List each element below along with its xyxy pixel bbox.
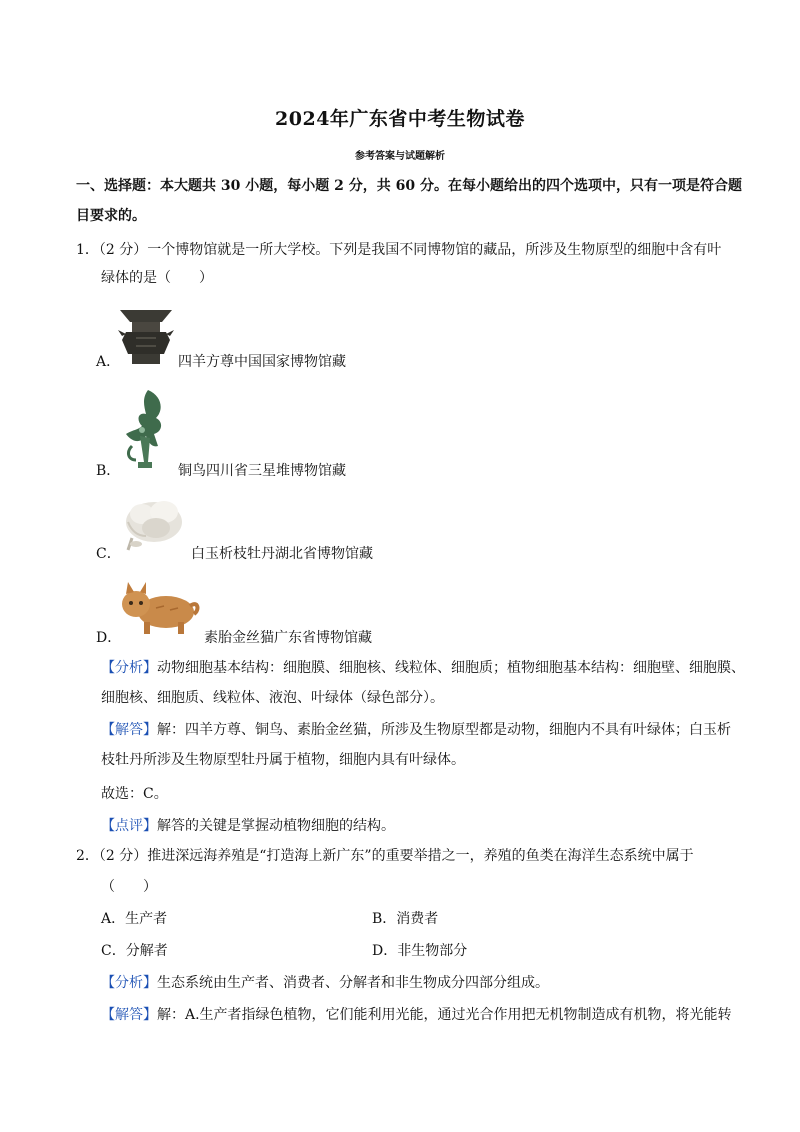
q1-option-b-letter: B． [96, 463, 121, 479]
jade-peony-image [118, 492, 188, 554]
q2-answer-tag: 【解答】 [101, 1007, 157, 1023]
q1-answer-line2: 枝牡丹所涉及生物原型牡丹属于植物，细胞内具有叶绿体。 [101, 752, 465, 768]
q1-stem-line1: 1．（2 分）一个博物馆就是一所大学校。下列是我国不同博物馆的藏品，所涉及生物原型的细胞中含有叶 [76, 242, 722, 258]
q1-option-a-letter: A． [96, 354, 121, 370]
q2-option-b: B．消费者 [372, 911, 439, 927]
q1-option-c-letter: C． [96, 546, 121, 562]
answer-tag: 【解答】 [101, 722, 157, 738]
bronze-bird-image [118, 386, 174, 472]
q2-option-a: A．生产者 [101, 911, 168, 927]
analysis-tag: 【分析】 [101, 660, 157, 676]
bronze-vessel-image [118, 306, 174, 366]
q1-stem-line2: 绿体的是（ ） [101, 270, 213, 286]
q1-option-a-caption: 四羊方尊中国国家博物馆藏 [178, 354, 346, 370]
q1-answer-text: 解：四羊方尊、铜鸟、素胎金丝猫，所涉及生物原型都是动物，细胞内不具有叶绿体；白玉析 [157, 722, 731, 738]
q1-answer-line1 [101, 719, 731, 741]
section-heading-line1: 一、选择题：本大题共 30 小题，每小题 2 分，共 60 分。在每小题给出的四个选项中，只有一项是符合题 [76, 178, 742, 194]
q1-analysis-line2: 细胞核、细胞质、线粒体、液泡、叶绿体（绿色部分）。 [101, 690, 444, 706]
q2-stem-line1: 2．（2 分）推进深远海养殖是“打造海上新广东”的重要举措之一，养殖的鱼类在海洋生态系统中属于 [76, 848, 694, 864]
q2-option-c: C．分解者 [101, 943, 168, 959]
q2-answer-line1 [101, 1004, 731, 1026]
q1-option-c-caption: 白玉析枝牡丹湖北省博物馆藏 [191, 546, 373, 562]
page-subtitle: 参考答案与试题解析 [355, 151, 445, 162]
q1-option-b-caption: 铜鸟四川省三星堆博物馆藏 [178, 463, 346, 479]
q1-analysis-line1 [101, 657, 745, 679]
q2-answer-text: 解：A.生产者指绿色植物，它们能利用光能，通过光合作用把无机物制造成有机物，将光能转 [157, 1007, 732, 1023]
q1-comment-line [101, 815, 731, 837]
q1-option-d-letter: D． [96, 630, 122, 646]
q2-analysis-tag: 【分析】 [101, 975, 157, 991]
q2-analysis-line [101, 972, 731, 994]
q2-option-d: D．非生物部分 [372, 943, 468, 959]
porcelain-cat-image [118, 580, 202, 638]
q2-analysis-text: 生态系统由生产者、消费者、分解者和非生物成分四部分组成。 [157, 975, 549, 991]
page-title: 2024年广东省中考生物试卷 [275, 108, 525, 130]
q1-option-d-caption: 素胎金丝猫广东省博物馆藏 [204, 630, 372, 646]
q2-stem-line2: （ ） [101, 879, 157, 895]
q1-analysis-text: 动物细胞基本结构：细胞膜、细胞核、线粒体、细胞质；植物细胞基本结构：细胞壁、细胞膜、 [157, 660, 745, 676]
q1-comment-text: 解答的关键是掌握动植物细胞的结构。 [157, 818, 395, 834]
q1-choice: 故选：C。 [101, 786, 168, 802]
comment-tag: 【点评】 [101, 818, 157, 834]
section-heading-line2: 目要求的。 [76, 208, 146, 224]
